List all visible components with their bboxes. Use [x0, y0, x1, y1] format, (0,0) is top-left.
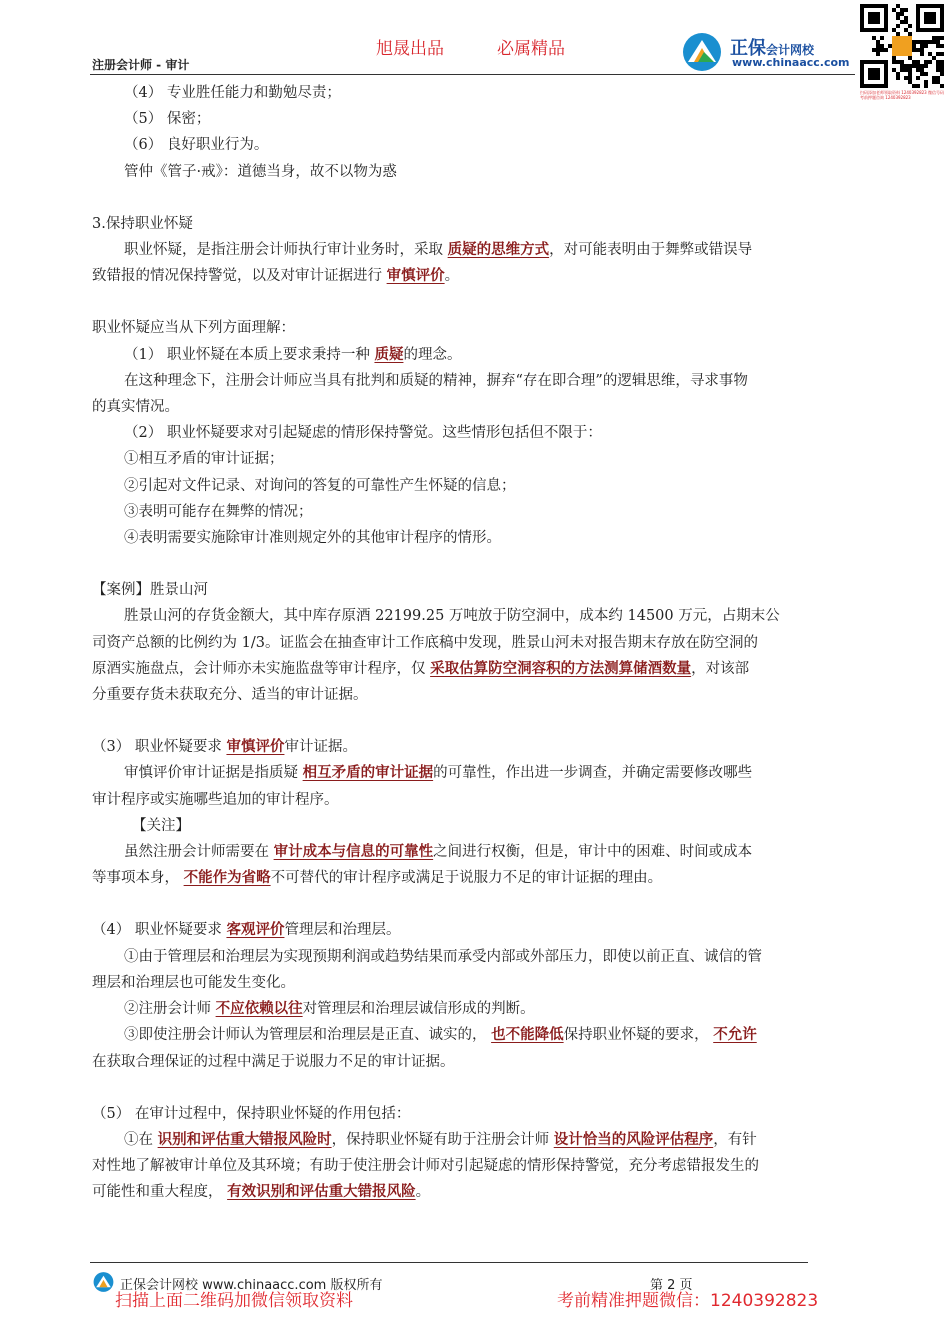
qr-module — [904, 8, 908, 12]
qr-module — [912, 44, 916, 48]
qr-module — [876, 40, 880, 44]
text-run: 对性地了解被审计单位及其环境；有助于使注册会计师对引起疑虑的情形保持警觉，充分考虑错报发生的 — [92, 1158, 759, 1175]
qr-module — [908, 56, 912, 60]
qr-module — [916, 84, 920, 88]
text-run: 对管理层和治理层诚信形成的判断。 — [302, 1001, 535, 1018]
qr-module — [936, 52, 940, 56]
text-run: 【案例】胜景山河 — [92, 582, 208, 599]
text-run: ③即使注册会计师认为管理层和治理层是正直、诚实的， — [124, 1027, 492, 1044]
qr-module — [916, 40, 920, 44]
qr-module — [912, 84, 916, 88]
text-line — [92, 394, 860, 420]
qr-module — [892, 8, 896, 12]
page-number: 第 2 页 — [650, 1278, 693, 1293]
qr-module — [920, 52, 924, 56]
qr-module — [924, 40, 928, 44]
qr-module — [916, 76, 920, 80]
qr-module — [924, 80, 928, 84]
qr-module — [904, 16, 908, 20]
text-run: （5） 在审计过程中，保持职业怀疑的作用包括： — [92, 1105, 411, 1122]
text-run: 可能性和重大程度， — [92, 1184, 228, 1201]
keyword-highlight: 设计恰当的风险评估程序 — [553, 1130, 714, 1148]
qr-module — [936, 68, 940, 72]
qr-module — [900, 68, 904, 72]
qr-module — [908, 76, 912, 80]
text-run: 管仲《管子·戒》：道德当身，故不以物为惑 — [124, 163, 397, 180]
qr-module — [940, 52, 944, 56]
keyword-highlight: 不允许 — [713, 1026, 757, 1044]
qr-module — [920, 48, 924, 52]
text-line — [92, 446, 860, 472]
text-run: 审计证据。 — [284, 739, 357, 756]
qr-module — [936, 76, 940, 80]
text-run: 审计程序或实施哪些追加的审计程序。 — [92, 791, 339, 808]
text-line — [92, 525, 860, 551]
qr-module — [920, 40, 924, 44]
qr-module — [896, 16, 900, 20]
blank-line — [92, 708, 860, 734]
text-run: （1） 职业怀疑在本质上要求秉持一种 — [124, 346, 375, 363]
qr-module — [924, 60, 928, 64]
text-run: ②注册会计师 — [124, 1001, 216, 1018]
text-run: 等事项本身， — [92, 870, 184, 887]
qr-module — [892, 28, 896, 32]
text-run: 的真实情况。 — [92, 399, 179, 416]
text-run: ①相互矛盾的审计证据； — [124, 451, 284, 468]
qr-module — [936, 80, 940, 84]
qr-module — [908, 24, 912, 28]
text-line — [92, 760, 860, 786]
text-run: 。 — [415, 1184, 431, 1201]
qr-module — [920, 64, 924, 68]
logo-url: www.chinaacc.com — [732, 56, 850, 69]
text-run: （6） 良好职业行为。 — [124, 137, 269, 154]
text-run: 胜景山河的存货金额大，其中库存原酒 22199.25 万吨放于防空洞中，成本约 14500 万元，占期末公 — [124, 608, 780, 625]
text-run: （4） 职业怀疑要求 — [92, 922, 227, 939]
qr-module — [924, 44, 928, 48]
qr-module — [924, 64, 928, 68]
text-run: 不可替代的审计程序或满足于说服力不足的审计证据的理由。 — [270, 870, 663, 887]
keyword-highlight: 不应依赖以往 — [215, 1000, 303, 1018]
qr-module — [940, 44, 944, 48]
qr-module — [940, 72, 944, 76]
logo-mark-icon — [680, 32, 726, 72]
qr-module — [908, 68, 912, 72]
text-line — [92, 159, 860, 185]
slogan-left: 旭晟出品 — [376, 39, 444, 59]
qr-module — [896, 12, 900, 16]
qr-module — [924, 84, 928, 88]
qr-module — [872, 36, 876, 40]
keyword-highlight: 审计成本与信息的可靠性 — [273, 843, 434, 861]
keyword-highlight: 审慎评价 — [386, 267, 445, 285]
qr-module — [932, 40, 936, 44]
keyword-highlight: 质疑 — [374, 345, 404, 363]
qr-module — [932, 80, 936, 84]
logo-brand-main: 正保 — [730, 38, 766, 59]
qr-module — [900, 12, 904, 16]
qr-module — [936, 44, 940, 48]
text-line — [92, 917, 860, 943]
qr-module — [940, 64, 944, 68]
blank-line — [92, 1075, 860, 1101]
qr-module — [904, 20, 908, 24]
qr-module — [900, 8, 904, 12]
text-line — [92, 1127, 860, 1153]
qr-note: 扫码添加老师领取资料 1240392823 微信号码 考前押题咨询 1240392823 — [860, 90, 944, 100]
text-line — [92, 813, 860, 839]
text-run: ，对可能表明由于舞弊或错误导 — [549, 242, 753, 259]
text-run: 在获取合理保证的过程中满足于说服力不足的审计证据。 — [92, 1053, 455, 1070]
header-divider — [90, 74, 855, 75]
qr-module — [916, 64, 920, 68]
text-run: 。 — [444, 268, 460, 285]
text-run: 3.保持职业怀疑 — [92, 215, 193, 232]
qr-module — [880, 48, 884, 52]
qr-module — [896, 76, 900, 80]
qr-module — [900, 20, 904, 24]
text-run: ，有针 — [713, 1131, 757, 1148]
qr-module — [940, 84, 944, 88]
text-run: 职业怀疑，是指注册会计师执行审计业务时，采取 — [124, 242, 448, 259]
keyword-highlight: 审慎评价 — [226, 738, 285, 756]
footer-divider — [90, 1262, 808, 1263]
text-line — [92, 839, 860, 865]
text-run: 致错报的情况保持警觉，以及对审计证据进行 — [92, 268, 387, 285]
qr-module — [924, 72, 928, 76]
blank-line — [92, 185, 860, 211]
text-line — [92, 865, 860, 891]
text-run: 在这种理念下，注册会计师应当具有批判和质疑的精神，摒弃“存在即合理”的逻辑思维，寻求事物 — [124, 372, 748, 389]
watermark-right: 考前精准押题微信：1240392823 — [557, 1291, 819, 1311]
text-line — [92, 734, 860, 760]
qr-module — [912, 40, 916, 44]
keyword-highlight: 客观评价 — [226, 921, 285, 939]
qr-module — [892, 56, 896, 60]
text-line — [92, 263, 860, 289]
text-line — [92, 970, 860, 996]
qr-module — [904, 76, 908, 80]
text-line — [92, 1153, 860, 1179]
qr-module — [932, 36, 936, 40]
qr-module — [916, 60, 920, 64]
qr-module — [920, 44, 924, 48]
text-run: 的理念。 — [403, 346, 462, 363]
qr-module — [888, 44, 892, 48]
text-run: 虽然注册会计师需要在 — [124, 844, 274, 861]
doc-title: 注册会计师 - 审计 — [92, 58, 190, 72]
qr-module — [928, 60, 932, 64]
text-run: 分重要存货未获取充分、适当的审计证据。 — [92, 687, 368, 704]
text-line — [92, 787, 860, 813]
text-run: ，对该部 — [691, 660, 750, 677]
qr-module — [868, 68, 880, 80]
qr-module — [916, 48, 920, 52]
brand-logo — [680, 32, 852, 72]
text-line — [92, 603, 860, 629]
footer-copyright: 正保会计网校 www.chinaacc.com 版权所有 — [120, 1278, 383, 1293]
keyword-highlight: 也不能降低 — [491, 1026, 564, 1044]
keyword-highlight: 质疑的思维方式 — [447, 241, 550, 259]
text-line — [92, 996, 860, 1022]
text-run: ④表明需要实施除审计准则规定外的其他审计程序的情形。 — [124, 530, 501, 547]
qr-module — [932, 76, 936, 80]
text-line — [92, 368, 860, 394]
keyword-highlight: 不能作为省略 — [183, 869, 271, 887]
qr-module — [924, 12, 936, 24]
qr-module — [896, 24, 900, 28]
keyword-highlight: 采取估算防空洞容积的方法测算储酒数量 — [430, 659, 692, 677]
qr-module — [912, 60, 916, 64]
text-run: 管理层和治理层。 — [284, 922, 401, 939]
qr-module — [892, 68, 896, 72]
qr-module — [876, 48, 880, 52]
text-line — [92, 944, 860, 970]
qr-module — [876, 44, 880, 48]
qr-module — [868, 12, 880, 24]
text-line — [92, 682, 860, 708]
qr-module — [904, 68, 908, 72]
blank-line — [92, 289, 860, 315]
text-line — [92, 499, 860, 525]
text-run: ①由于管理层和治理层为实现预期利润或趋势结果而承受内部或外部压力，即使以前正直、诚信的管 — [124, 948, 762, 965]
keyword-highlight: 有效识别和评估重大错报风险 — [227, 1183, 416, 1201]
text-line — [92, 106, 860, 132]
qr-module — [908, 64, 912, 68]
qr-module — [900, 60, 904, 64]
text-line — [92, 80, 860, 106]
qr-module — [896, 32, 900, 36]
qr-module — [872, 48, 876, 52]
qr-module — [908, 72, 912, 76]
text-line — [92, 577, 860, 603]
text-run: 职业怀疑应当从下列方面理解： — [92, 320, 295, 337]
qr-module — [900, 64, 904, 68]
text-run: ③表明可能存在舞弊的情况； — [124, 503, 313, 520]
qr-module — [936, 36, 940, 40]
qr-module — [896, 72, 900, 76]
text-run: （2） 职业怀疑要求对引起疑虑的情形保持警觉。这些情形包括但不限于： — [124, 425, 602, 442]
qr-module — [940, 36, 944, 40]
text-run: ①在 — [124, 1131, 158, 1148]
qr-module — [932, 56, 936, 60]
text-line — [92, 1101, 860, 1127]
qr-module — [876, 52, 880, 56]
text-run: ，保持职业怀疑有助于注册会计师 — [331, 1131, 554, 1148]
text-run: 司资产总额的比例约为 1/3。证监会在抽查审计工作底稿中发现，胜景山河未对报告期末存放在防空洞的 — [92, 634, 758, 651]
qr-module — [936, 40, 940, 44]
document-body — [92, 80, 860, 1206]
qr-module — [892, 60, 896, 64]
qr-module — [936, 64, 940, 68]
text-line — [92, 211, 860, 237]
qr-module — [928, 40, 932, 44]
text-run: （4） 专业胜任能力和勤勉尽责； — [124, 85, 341, 101]
text-line — [92, 132, 860, 158]
qr-module — [912, 48, 916, 52]
blank-line — [92, 551, 860, 577]
qr-module — [904, 28, 908, 32]
text-line — [92, 473, 860, 499]
qr-module — [908, 80, 912, 84]
qr-module — [920, 72, 924, 76]
qr-module — [880, 36, 884, 40]
qr-module — [936, 60, 940, 64]
blank-line — [92, 891, 860, 917]
qr-module — [920, 68, 924, 72]
qr-module — [940, 60, 944, 64]
text-line — [92, 656, 860, 682]
keyword-highlight: 相互矛盾的审计证据 — [302, 764, 434, 782]
text-line — [92, 1049, 860, 1075]
qr-module — [880, 44, 884, 48]
text-line — [92, 1022, 860, 1048]
qr-module — [916, 68, 920, 72]
text-line — [92, 342, 860, 368]
qr-code-icon — [860, 4, 944, 88]
qr-module — [928, 52, 932, 56]
text-run: 原酒实施盘点，会计师亦未实施监盘等审计程序，仅 — [92, 660, 431, 677]
text-run: 之间进行权衡，但是，审计中的困难、时间或成本 — [433, 844, 753, 861]
text-run: 【关注】 — [132, 817, 190, 834]
watermark-left: 扫描上面二维码加微信领取资料 — [115, 1291, 353, 1311]
qr-module — [904, 64, 908, 68]
text-run: 理层和治理层也可能发生变化。 — [92, 974, 295, 991]
qr-module — [896, 60, 900, 64]
footer-logo-icon — [92, 1270, 116, 1294]
qr-module — [940, 68, 944, 72]
text-line — [92, 1179, 860, 1205]
text-line — [92, 630, 860, 656]
qr-module — [884, 48, 888, 52]
text-run: 的可靠性，作出进一步调查，并确定需要修改哪些 — [433, 765, 753, 782]
qr-module — [892, 36, 912, 56]
text-run: （3） 职业怀疑要求 — [92, 739, 227, 756]
qr-module — [912, 64, 916, 68]
qr-module — [896, 4, 900, 8]
text-run: 审慎评价审计证据是指质疑 — [124, 765, 303, 782]
text-run: （5） 保密； — [124, 111, 211, 128]
logo-brand-sub: 会计网校 — [766, 43, 815, 57]
text-line — [92, 237, 860, 263]
qr-module — [908, 32, 912, 36]
text-run: 保持职业怀疑的要求， — [563, 1027, 714, 1044]
text-line — [92, 420, 860, 446]
text-run: ②引起对文件记录、对询问的答复的可靠性产生怀疑的信息； — [124, 477, 516, 494]
slogan-right: 必属精品 — [497, 39, 565, 59]
keyword-highlight: 识别和评估重大错报风险时 — [157, 1130, 332, 1148]
text-line — [92, 315, 860, 341]
